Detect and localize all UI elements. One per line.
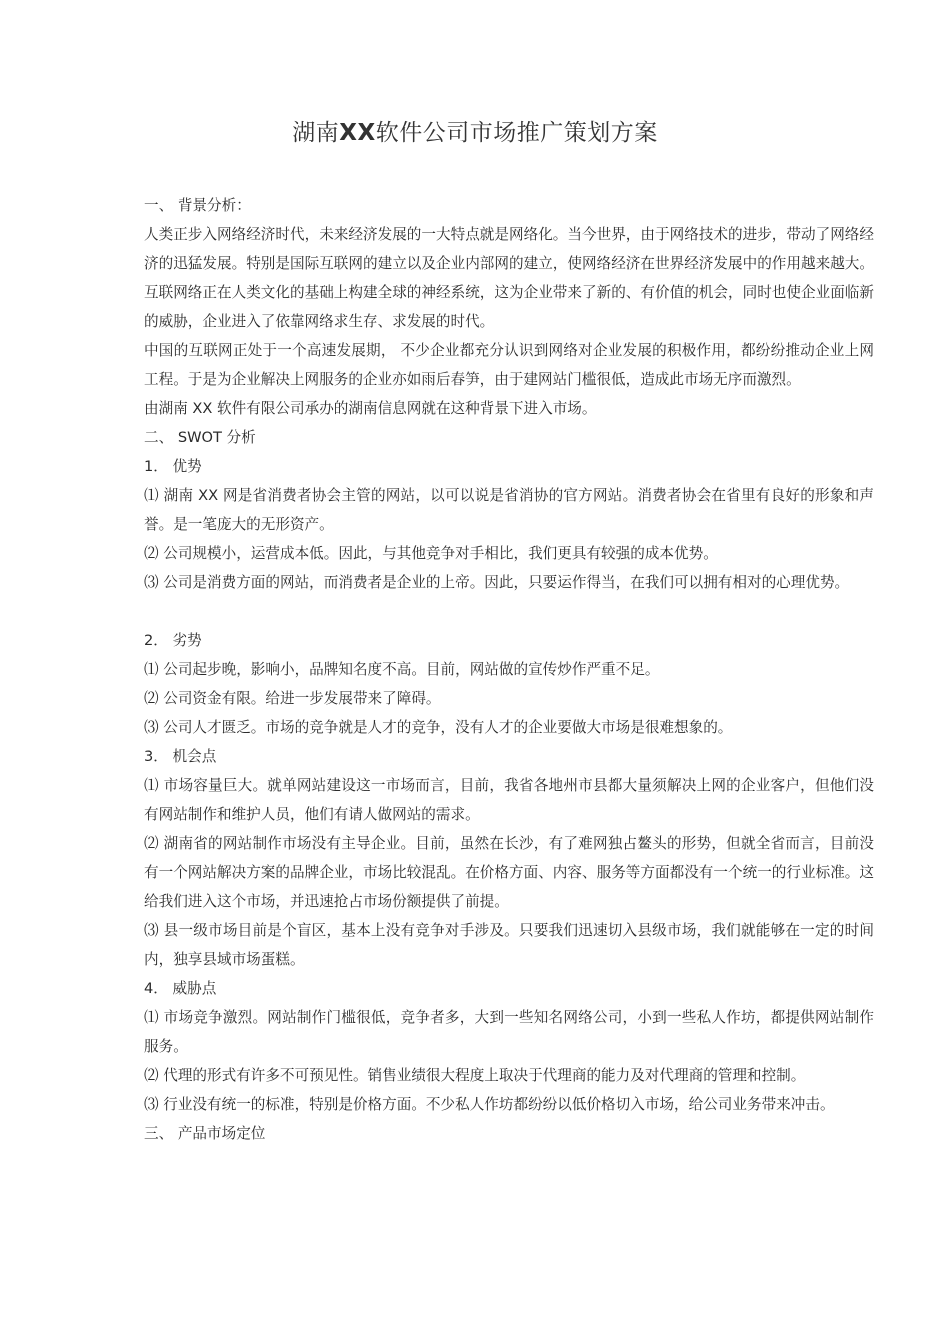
- document-body: [144, 191, 874, 1148]
- list-item: ⑵ 湖南省的网站制作市场没有主导企业。目前，虽然在长沙，有了难网独占鳌头的形势，但就全省而言，目前没有一个网站解决方案的品牌企业，市场比较混乱。在价格方面、内容、服务等方面都没有一个统一的行业标准。这给我们进入这个市场，并迅速抢占市场份额提供了前提。: [144, 835, 874, 910]
- subheading-strengths: 1． 优势: [144, 458, 202, 475]
- list-item: ⑶ 公司是消费方面的网站，而消费者是企业的上帝。因此，只要运作得当，在我们可以拥有相对的心理优势。: [144, 574, 850, 591]
- blank-line: [144, 597, 874, 626]
- section-heading-swot: 二、 SWOT 分析: [144, 429, 256, 446]
- list-item: ⑴ 市场容量巨大。就单网站建设这一市场而言，目前，我省各地州市县都大量须解决上网的企业客户，但他们没有网站制作和维护人员，他们有请人做网站的需求。: [144, 777, 874, 823]
- subheading-weaknesses: 2． 劣势: [144, 632, 202, 649]
- paragraph: 中国的互联网正处于一个高速发展期， 不少企业都充分认识到网络对企业发展的积极作用，都纷纷推动企业上网工程。于是为企业解决上网服务的企业亦如雨后春笋，由于建网站门槛很低，造成此市场无序而激烈。: [144, 342, 874, 388]
- paragraph: 由湖南 XX 软件有限公司承办的湖南信息网就在这种背景下进入市场。: [144, 400, 597, 417]
- list-item: ⑵ 代理的形式有许多不可预见性。销售业绩很大程度上取决于代理商的能力及对代理商的管理和控制。: [144, 1067, 806, 1084]
- list-item: ⑵ 公司资金有限。给进一步发展带来了障碍。: [144, 690, 441, 707]
- document-title: [0, 116, 950, 150]
- paragraph: 人类正步入网络经济时代，未来经济发展的一大特点就是网络化。当今世界，由于网络技术的进步，带动了网络经济的迅猛发展。特别是国际互联网的建立以及企业内部网的建立，使网络经济在世界经济发展中的作用越来越大。互联网络正在人类文化的基础上构建全球的神经系统，这为企业带来了新的、有价值的机会，同时也使企业面临新的威胁，企业进入了依靠网络求生存、求发展的时代。: [144, 226, 874, 330]
- title-part-1: 湖南: [292, 120, 340, 146]
- list-item: ⑴ 市场竞争激烈。网站制作门槛很低，竞争者多，大到一些知名网络公司，小到一些私人作坊，都提供网站制作服务。: [144, 1009, 874, 1055]
- list-item: ⑵ 公司规模小，运营成本低。因此，与其他竞争对手相比，我们更具有较强的成本优势。: [144, 545, 718, 562]
- subheading-opportunities: 3． 机会点: [144, 748, 217, 765]
- list-item: ⑴ 公司起步晚，影响小，品牌知名度不高。目前，网站做的宣传炒作严重不足。: [144, 661, 660, 678]
- list-item: ⑶ 县一级市场目前是个盲区，基本上没有竞争对手涉及。只要我们迅速切入县级市场，我们就能够在一定的时间内，独享县域市场蛋糕。: [144, 922, 874, 968]
- list-item: ⑶ 行业没有统一的标准，特别是价格方面。不少私人作坊都纷纷以低价格切入市场，给公司业务带来冲击。: [144, 1096, 835, 1113]
- list-item: ⑶ 公司人才匮乏。市场的竞争就是人才的竞争，没有人才的企业要做大市场是很难想象的。: [144, 719, 733, 736]
- section-heading-background: 一、 背景分析：: [144, 197, 251, 214]
- title-part-2: XX: [339, 120, 376, 146]
- list-item: ⑴ 湖南 XX 网是省消费者协会主管的网站，以可以说是省消协的官方网站。消费者协会在省里有良好的形象和声誉。是一笔庞大的无形资产。: [144, 487, 874, 533]
- title-part-3: 软件公司市场推广策划方案: [375, 120, 658, 146]
- subheading-threats: 4． 威胁点: [144, 980, 217, 997]
- section-heading-positioning: 三、 产品市场定位: [144, 1125, 266, 1142]
